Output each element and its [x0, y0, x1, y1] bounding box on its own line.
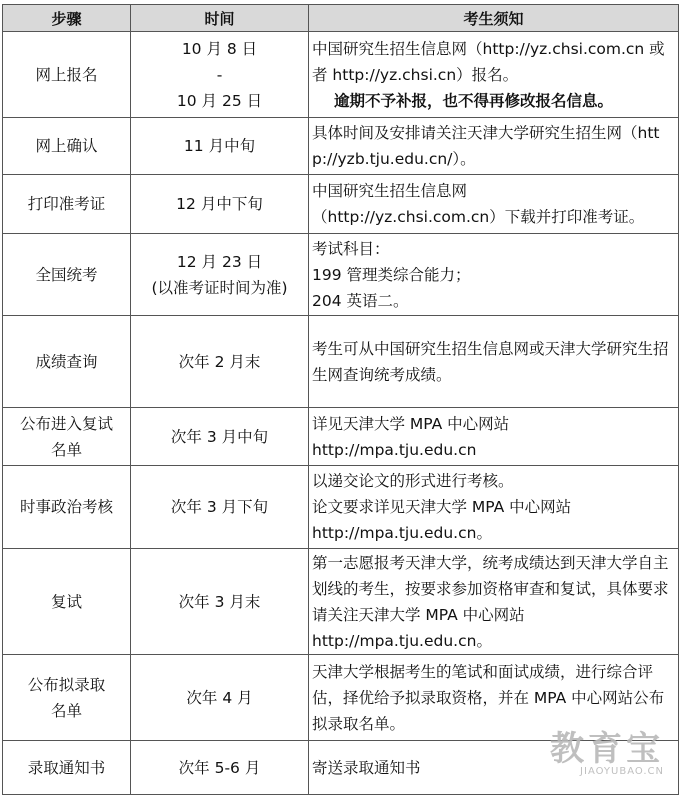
note-cell: [309, 32, 679, 118]
note-cell: [309, 549, 679, 655]
time-text: 次年 4 月: [186, 688, 253, 707]
time-cell: [131, 408, 309, 466]
step-cell: [3, 234, 131, 316]
header-notes: 考生须知: [309, 5, 679, 32]
note-text: 199 管理类综合能力；: [312, 265, 471, 284]
note-text: 寄送录取通知书: [312, 758, 421, 777]
note-text: 第一志愿报考天津大学，统考成绩达到天津大学自主划线的考生，按要求参加资格审查和复试，具体要求请关注天津大学 MPA 中心网站: [312, 553, 669, 624]
time-text: 次年 3 月中旬: [170, 427, 269, 446]
step-cell: [3, 175, 131, 234]
step-text: 名单: [50, 701, 82, 720]
note-text: 以递交论文的形式进行考核。: [312, 472, 514, 490]
time-text: 次年 3 月下旬: [170, 498, 269, 516]
time-text: 12 月中下旬: [176, 195, 263, 213]
header-step: 步骤: [3, 5, 131, 32]
table-row: [3, 549, 679, 655]
table-row: [3, 466, 679, 549]
note-cell: [309, 118, 679, 175]
time-text: (以准考证时间为准): [151, 278, 288, 297]
note-text: http://mpa.tju.edu.cn: [312, 440, 477, 459]
note-cell: [309, 316, 679, 408]
note-warning-text: 逾期不予补报，也不得再修改报名信息。: [334, 91, 614, 110]
step-cell: [3, 316, 131, 408]
note-text: 具体时间及安排请关注天津大学研究生招生网（http://yzb.tju.edu.cn/）。: [312, 124, 660, 168]
table-row: [3, 408, 679, 466]
time-cell: [131, 234, 309, 316]
watermark-main-text: 教育宝: [550, 729, 664, 769]
step-text: 名单: [50, 440, 82, 459]
time-text: 12 月 23 日: [176, 252, 263, 271]
step-cell: [3, 741, 131, 795]
table-row: [3, 316, 679, 408]
note-cell: [309, 175, 679, 234]
time-cell: [131, 655, 309, 741]
note-cell: [309, 408, 679, 466]
note-text: （http://yz.chsi.com.cn）下载并打印准考证。: [312, 208, 645, 226]
note-cell: [309, 466, 679, 549]
header-time: 时间: [131, 5, 309, 32]
time-text: -: [216, 65, 223, 84]
note-text: 中国研究生招生信息网: [312, 182, 468, 200]
time-text: 次年 2 月末: [178, 352, 261, 371]
step-text: 网上确认: [35, 137, 98, 155]
table-row: [3, 175, 679, 234]
time-cell: [131, 741, 309, 795]
time-text: 次年 3 月末: [178, 592, 261, 611]
time-cell: [131, 175, 309, 234]
step-cell: [3, 466, 131, 549]
time-cell: [131, 32, 309, 118]
note-text: http://mpa.tju.edu.cn。: [312, 631, 492, 650]
step-cell: [3, 32, 131, 118]
time-cell: [131, 466, 309, 549]
step-text: 全国统考: [35, 265, 98, 284]
step-text: 公布进入复试: [19, 414, 113, 433]
note-text: 204 英语二。: [312, 291, 409, 310]
step-cell: [3, 655, 131, 741]
note-text: 考生可从中国研究生招生信息网或天津大学研究生招生网查询统考成绩。: [312, 339, 669, 384]
step-cell: [3, 408, 131, 466]
time-text: 10 月 25 日: [176, 91, 263, 110]
time-cell: [131, 118, 309, 175]
table-row: [3, 32, 679, 118]
time-text: 11 月中旬: [183, 137, 256, 155]
note-text: 详见天津大学 MPA 中心网站: [312, 414, 510, 433]
table-row: [3, 234, 679, 316]
time-cell: [131, 316, 309, 408]
step-text: 录取通知书: [27, 758, 106, 777]
step-text: 公布拟录取: [27, 675, 106, 694]
note-cell: [309, 234, 679, 316]
step-text: 打印准考证: [27, 195, 106, 213]
admission-schedule-table: [2, 4, 679, 795]
time-text: 次年 5-6 月: [178, 758, 261, 777]
watermark-logo: [550, 721, 664, 777]
step-cell: [3, 549, 131, 655]
note-text: 中国研究生招生信息网（http://yz.chsi.com.cn 或者 http://yz.chsi.cn）报名。: [312, 39, 665, 84]
watermark-sub-text: JIAOYUBAO.CN: [580, 766, 664, 777]
note-text: 天津大学根据考生的笔试和面试成绩，进行综合评估，择优给予拟录取资格，并在 MPA 中心网站公布拟录取名单。: [312, 662, 665, 733]
time-text: 10 月 8 日: [181, 39, 258, 58]
step-text: 成绩查询: [35, 352, 98, 371]
step-text: 网上报名: [35, 65, 98, 84]
table-row: [3, 118, 679, 175]
step-text: 时事政治考核: [19, 498, 113, 516]
note-text: 考试科目：: [312, 239, 390, 258]
step-cell: [3, 118, 131, 175]
table-header-row: [3, 5, 679, 32]
note-text: 论文要求详见天津大学 MPA 中心网站: [312, 498, 572, 516]
note-text: http://mpa.tju.edu.cn。: [312, 524, 492, 542]
time-cell: [131, 549, 309, 655]
step-text: 复试: [50, 592, 82, 611]
